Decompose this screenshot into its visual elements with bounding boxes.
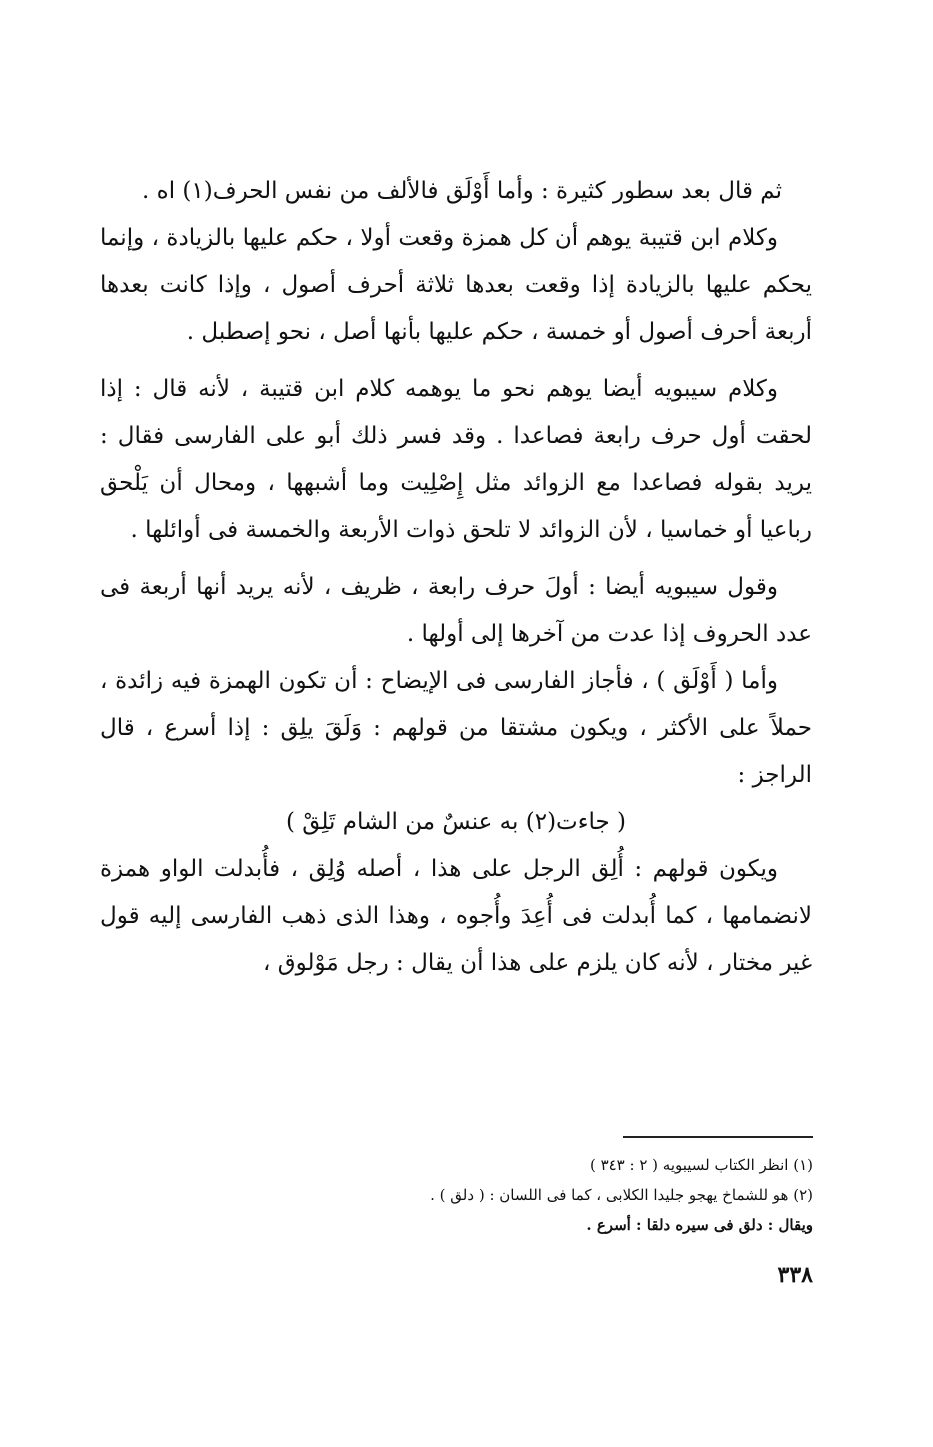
paragraph-3: وكلام سيبويه أيضا يوهم نحو ما يوهمه كلام ابن قتيبة ، لأنه قال : إذا لحقت أول حرف رابعة فصاعدا . وقد فسر ذلك أبو على الفارسى فقال : يريد بقوله فصاعدا مع الزوائد مثل إِصْلِيت وما أشبهها ، ومحال أن يَلْحق رباعيا أو خماسيا ، لأن الزوائد لا تلحق ذوات الأربعة والخمسة فى أوائلها . [100, 376, 812, 543]
verse-quote: ( جاءت(٢) به عنسٌ من الشام تَلِقْ ) [285, 809, 627, 835]
footnote-3: ويقال : دلق فى سيره دلقا : أسرع . [586, 1216, 813, 1234]
paragraph-4: وقول سيبويه أيضا : أولَ حرف رابعة ، ظريف ، لأنه يريد أنها أربعة فى عدد الحروف إذا عدت من آخرها إلى أولها . [100, 574, 812, 647]
paragraph-2: وكلام ابن قتيبة يوهم أن كل همزة وقعت أولا ، حكم عليها بالزيادة ، وإنما يحكم عليها بالزيادة إذا وقعت بعدها ثلاثة أحرف أصول ، وإذا كانت بعدها أربعة أحرف أصول أو خمسة ، حكم عليها بأنها أصل ، نحو إصطبل . [100, 225, 812, 345]
paragraph-6: ويكون قولهم : أُلِق الرجل على هذا ، أصله وُلِق ، فأُبدلت الواو همزة لانضمامها ، كما أُبدلت فى أُعِدَ وأُجوه ، وهذا الذى ذهب الفارسى إليه قول غير مختار ، لأنه كان يلزم على هذا أن يقال : رجل مَوْلوق ، [100, 856, 812, 976]
footnote-divider [623, 1136, 813, 1138]
page-number: ٣٣٨ [777, 1262, 813, 1288]
footnotes [253, 1150, 813, 1240]
footnote-2: (٢) هو للشماخ يهجو جليدا الكلابى ، كما فى اللسان : ( دلق ) . [430, 1186, 813, 1204]
main-text [100, 168, 812, 987]
footnote-1: (١) انظر الكتاب لسيبويه ( ٢ : ٣٤٣ ) [589, 1156, 813, 1174]
paragraph-1: ثم قال بعد سطور كثيرة : وأما أَوْلَق فالألف من نفس الحرف(١) اه . [142, 178, 782, 204]
paragraph-5: وأما ( أَوْلَق ) ، فأجاز الفارسى فى الإيضاح : أن تكون الهمزة فيه زائدة ، حملاً على الأكثر ، ويكون مشتقا من قولهم : وَلَقَ يلِق : إذا أسرع ، قال الراجز : [100, 668, 812, 788]
